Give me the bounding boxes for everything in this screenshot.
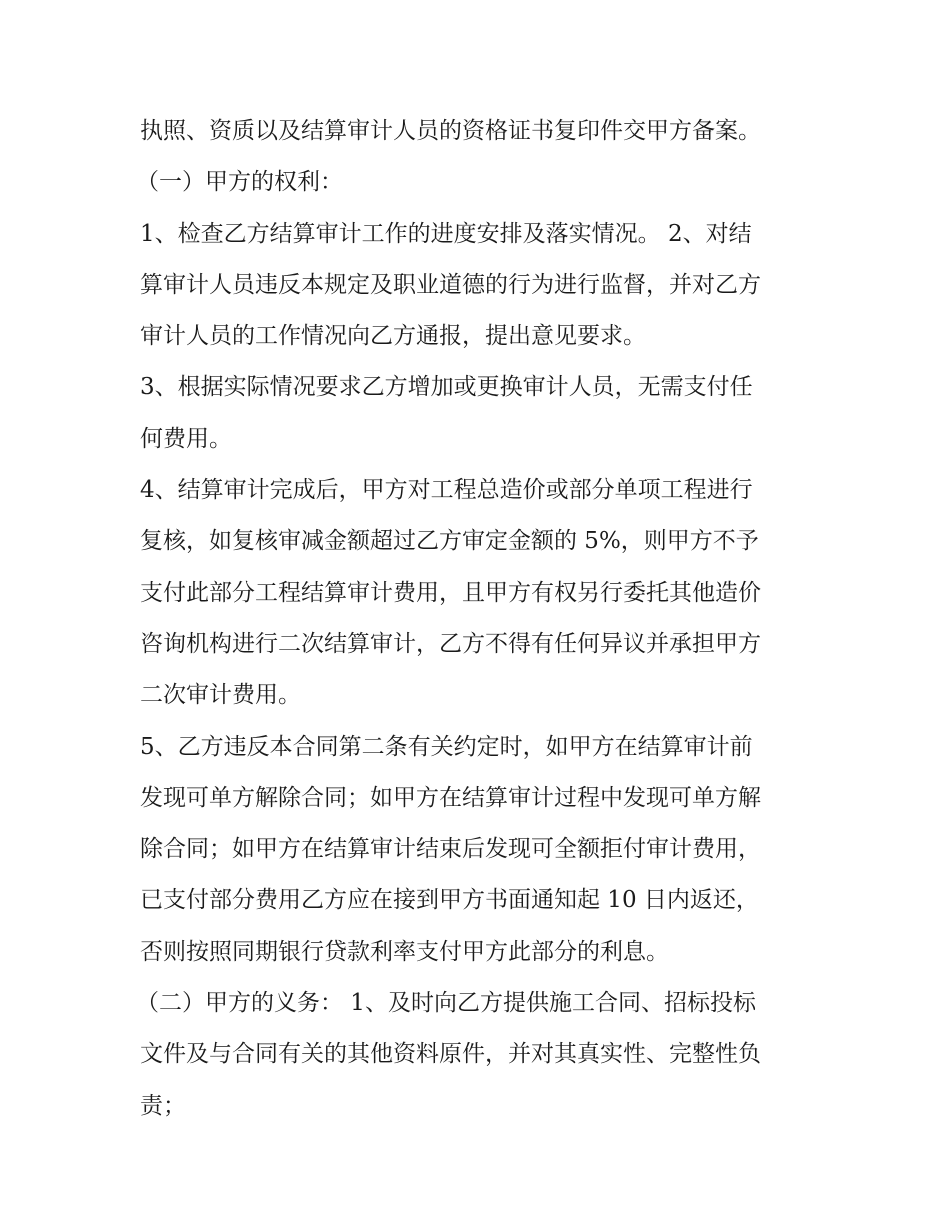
text-line: 发现可单方解除合同；如甲方在结算审计过程中发现可单方解 [140, 784, 761, 811]
text-line: 文件及与合同有关的其他资料原件，并对其真实性、完整性负 [140, 1041, 761, 1068]
text-line: 4、结算审计完成后，甲方对工程总造价或部分单项工程进行 [140, 477, 753, 504]
text-line: 3、根据实际情况要求乙方增加或更换审计人员，无需支付任 [140, 374, 753, 401]
text-line: 否则按照同期银行贷款利率支付甲方此部分的利息。 [140, 938, 669, 965]
text-line: 已支付部分费用乙方应在接到甲方书面通知起 10 日内返还， [140, 887, 759, 914]
text-line: 执照、资质以及结算审计人员的资格证书复印件交甲方备案。 [140, 118, 761, 144]
text-line: 支付此部分工程结算审计费用，且甲方有权另行委托其他造价 [140, 579, 761, 606]
contract-body-text [136, 106, 820, 1132]
text-line: 除合同；如甲方在结算审计结束后发现可全额拒付审计费用， [140, 836, 761, 863]
text-line: 何费用。 [140, 425, 232, 452]
section-heading-party-a-obligations: （二）甲方的义务： 1、及时向乙方提供施工合同、招标投标 [136, 990, 756, 1017]
text-line: 复核，如复核审减金额超过乙方审定金额的 5%，则甲方不予 [140, 528, 759, 555]
section-heading-party-a-rights: （一）甲方的权利： [136, 169, 343, 196]
text-line: 1、检查乙方结算审计工作的进度安排及落实情况。 2、对结 [140, 220, 752, 247]
text-line: 审计人员的工作情况向乙方通报，提出意见要求。 [140, 323, 646, 350]
text-line: 算审计人员违反本规定及职业道德的行为进行监督，并对乙方 [140, 271, 761, 298]
text-line: 二次审计费用。 [140, 682, 301, 709]
text-line: 5、乙方违反本合同第二条有关约定时，如甲方在结算审计前 [140, 733, 753, 760]
text-line: 咨询机构进行二次结算审计，乙方不得有任何异议并承担甲方 [140, 630, 761, 657]
text-line: 责； [140, 1092, 186, 1119]
